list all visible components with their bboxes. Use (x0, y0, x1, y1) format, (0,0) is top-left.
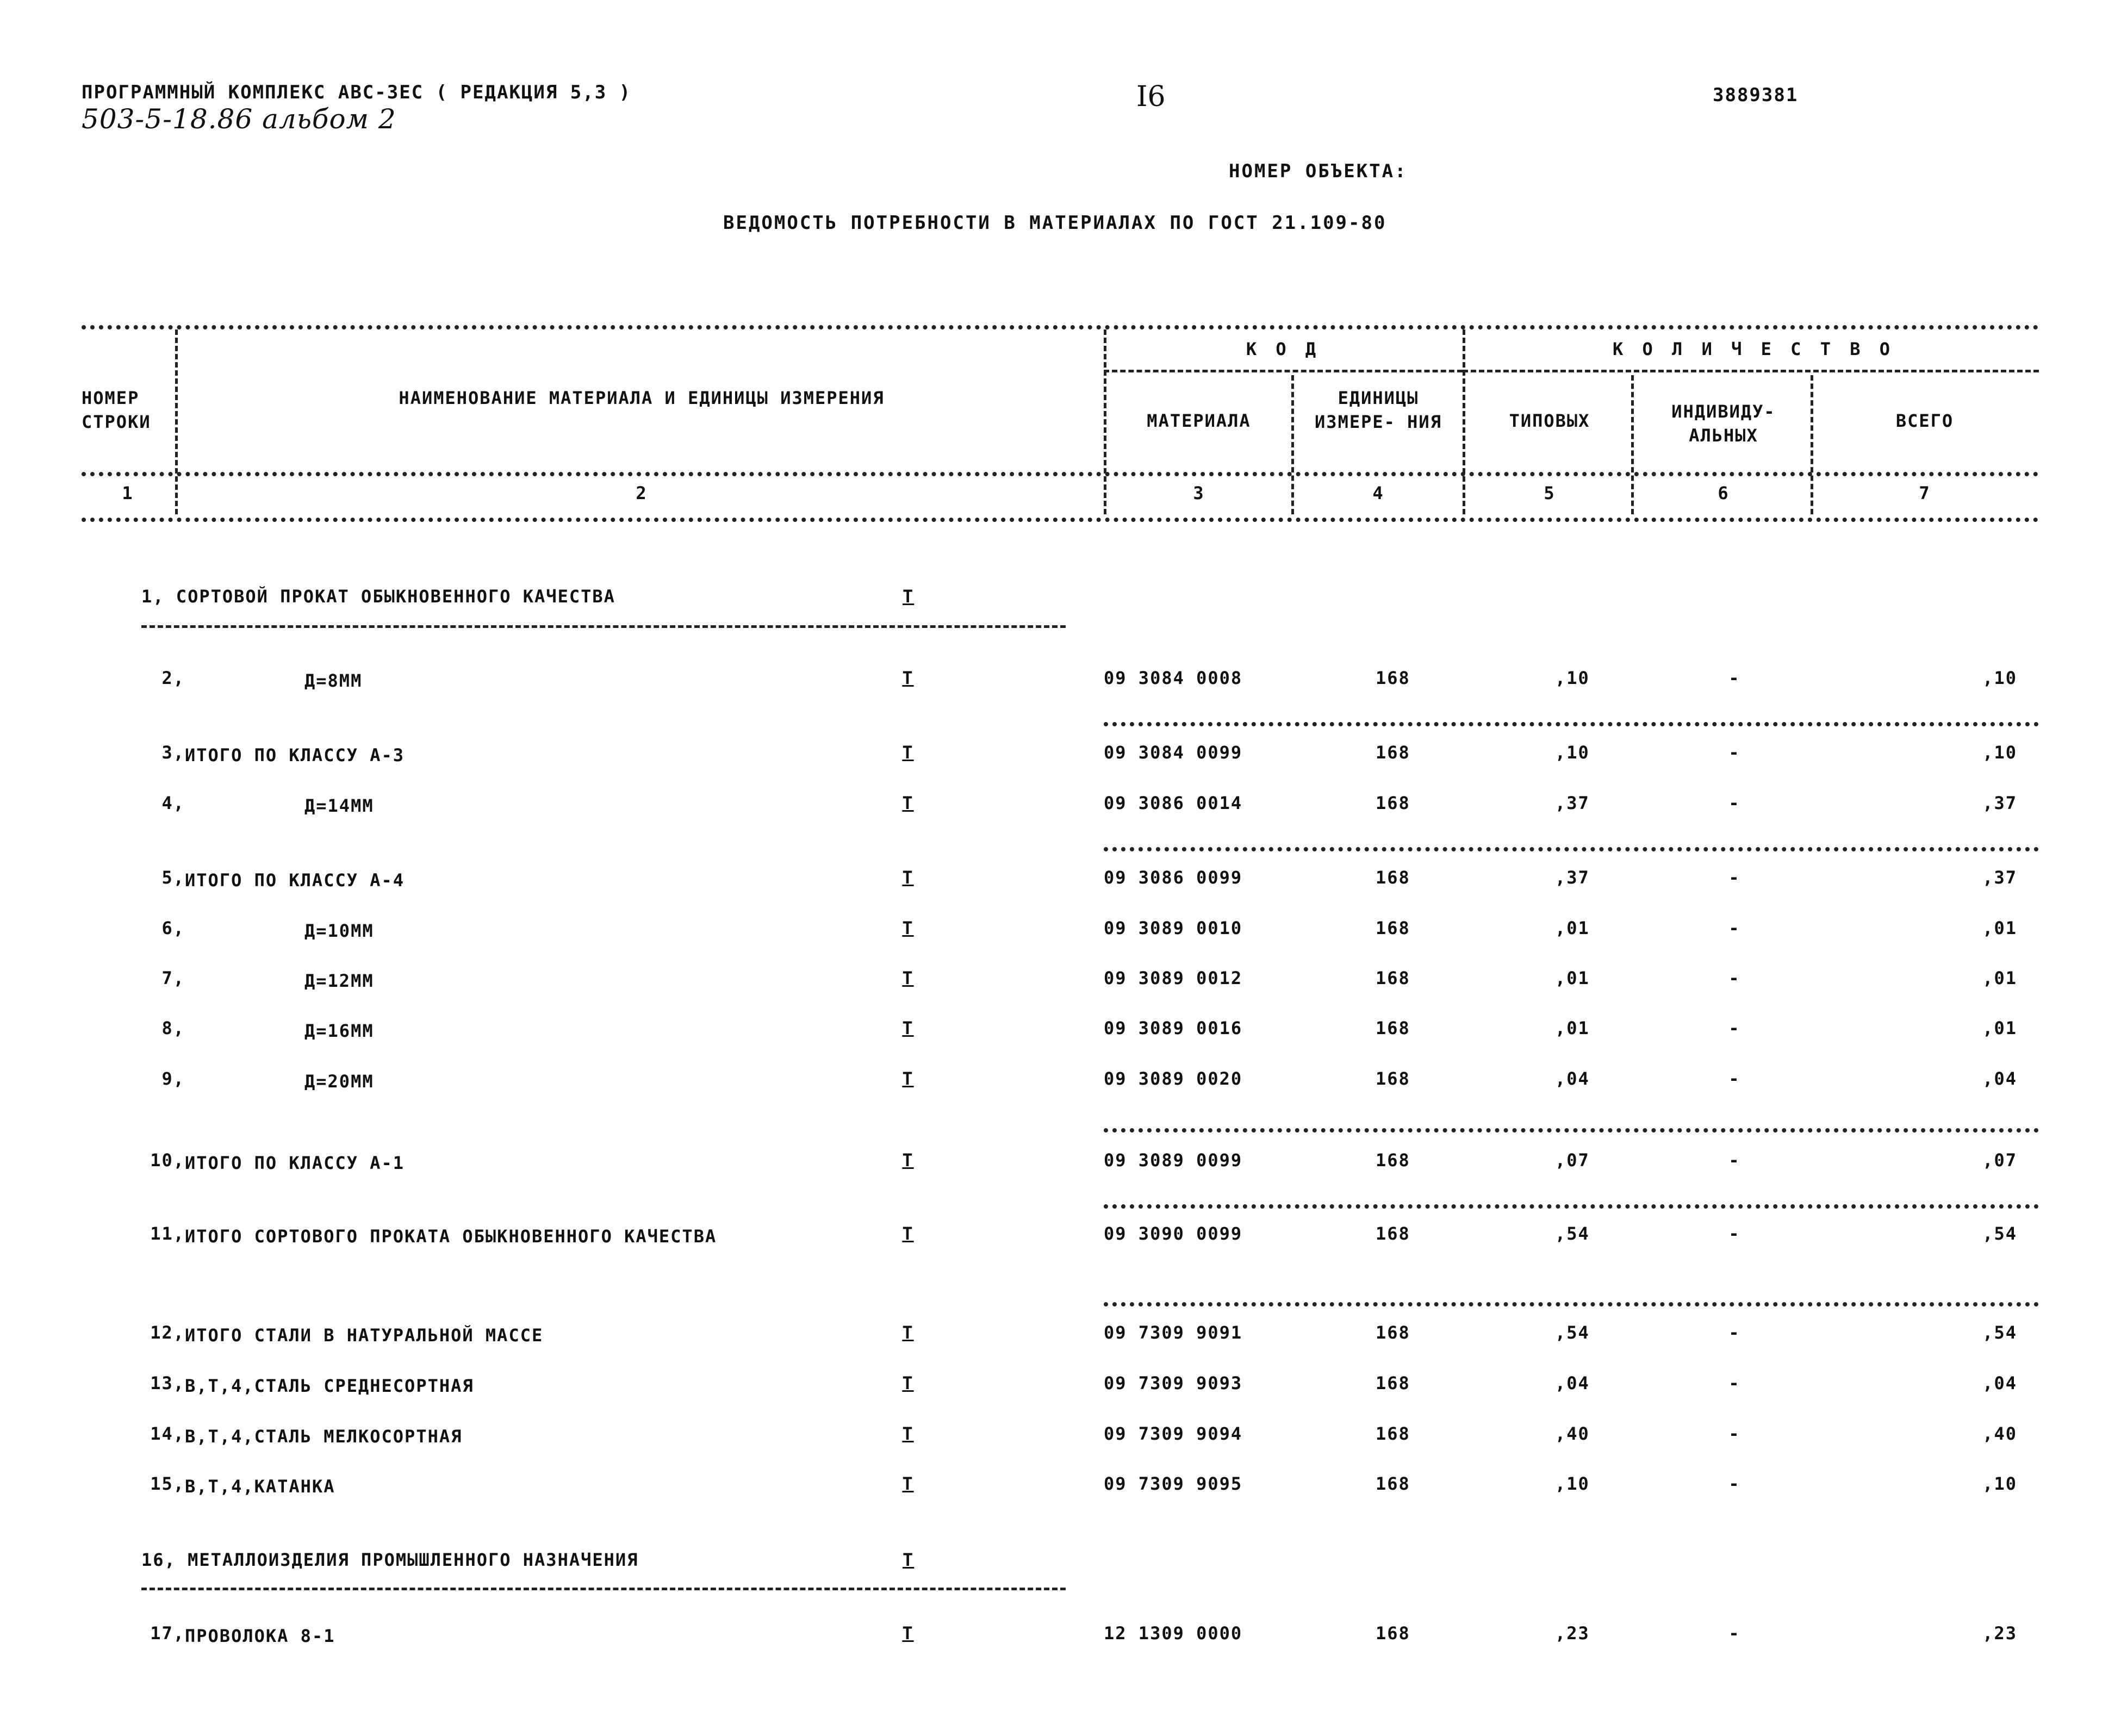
row-number: 8, (161, 1018, 185, 1038)
row-number: 9, (161, 1068, 185, 1089)
individual-qty: - (1728, 968, 1740, 988)
row-number: 5, (161, 867, 185, 888)
individual-qty: - (1728, 668, 1740, 688)
section-unit: Т (903, 586, 915, 607)
typical-qty: ,01 (1555, 968, 1590, 988)
typical-qty: ,54 (1555, 1223, 1590, 1244)
individual-qty: - (1728, 1068, 1740, 1089)
material-name: Д=8ММ (304, 670, 363, 691)
unit: Т (902, 793, 914, 813)
total-qty: ,01 (1982, 968, 2017, 988)
table-row (0, 1223, 2121, 1283)
section-underline (141, 625, 1066, 628)
unit-code: 168 (1376, 1068, 1410, 1089)
material-code: 09 3089 0016 (1104, 1018, 1243, 1038)
typical-qty: ,40 (1555, 1423, 1590, 1444)
col-number-7: 7 (1919, 483, 1931, 503)
table-row (0, 1423, 2121, 1456)
header-total: ВСЕГО (1895, 410, 1954, 431)
col-divider (1631, 375, 1634, 514)
header-material-code: МАТЕРИАЛА (1147, 410, 1251, 431)
row-number: 4, (161, 793, 185, 813)
material-code: 09 3090 0099 (1104, 1223, 1243, 1244)
unit: Т (902, 1223, 914, 1244)
unit-code: 168 (1376, 1018, 1410, 1038)
unit-code: 168 (1376, 1373, 1410, 1393)
total-qty: ,07 (1982, 1150, 2017, 1171)
total-separator (1104, 1204, 2039, 1209)
total-qty: ,23 (1982, 1623, 2017, 1644)
header-row-number: НОМЕР СТРОКИ (82, 388, 151, 432)
unit-code: 168 (1376, 1623, 1410, 1644)
unit: Т (902, 1373, 914, 1393)
individual-qty: - (1728, 1223, 1740, 1244)
individual-qty: - (1728, 793, 1740, 813)
table-row (0, 793, 2121, 825)
material-name: Д=12ММ (304, 970, 374, 991)
unit: Т (902, 1322, 914, 1343)
total-qty: ,37 (1982, 867, 2017, 888)
unit-code: 168 (1376, 918, 1410, 938)
individual-qty: - (1728, 1623, 1740, 1644)
header-quantity: К О Л И Ч Е С Т В О (1612, 339, 1895, 359)
header-unit-code: ЕДИНИЦЫ ИЗМЕРЕ- НИЯ (1315, 388, 1442, 432)
material-name: ИТОГО ПО КЛАССУ А-4 (185, 870, 405, 891)
unit: Т (902, 1150, 914, 1171)
material-code: 09 7309 9091 (1104, 1322, 1243, 1343)
typical-qty: ,54 (1555, 1322, 1590, 1343)
table-row (0, 1068, 2121, 1101)
total-qty: ,37 (1982, 793, 2017, 813)
material-name: ИТОГО ПО КЛАССУ А-3 (185, 745, 405, 766)
unit: Т (902, 1018, 914, 1038)
typical-qty: ,10 (1555, 1473, 1590, 1494)
table-row (0, 1373, 2121, 1405)
total-separator (1104, 847, 2039, 851)
individual-qty: - (1728, 1373, 1740, 1393)
row-number: 3, (161, 742, 185, 763)
total-qty: ,04 (1982, 1373, 2017, 1393)
quantity-subrule (1463, 370, 2039, 372)
material-code: 09 3089 0010 (1104, 918, 1243, 938)
total-qty: ,01 (1982, 1018, 2017, 1038)
unit-code: 168 (1376, 1423, 1410, 1444)
col-divider (1811, 375, 1813, 514)
table-row (0, 1623, 2121, 1656)
total-separator (1104, 1128, 2039, 1133)
page-number: I6 (1136, 80, 1166, 113)
section-underline (141, 1588, 1066, 1590)
table-row (0, 1150, 2121, 1183)
material-code: 09 7309 9094 (1104, 1423, 1243, 1444)
col-number-4: 4 (1372, 483, 1384, 503)
individual-qty: - (1728, 742, 1740, 763)
handwritten-annotation: 503-5-18.86 альбом 2 (82, 103, 396, 135)
unit: Т (902, 1068, 914, 1089)
table-row (0, 742, 2121, 775)
typical-qty: ,04 (1555, 1373, 1590, 1393)
code-subrule (1104, 370, 1463, 372)
unit-code: 168 (1376, 1223, 1410, 1244)
header-material-name: НАИМЕНОВАНИЕ МАТЕРИАЛА И ЕДИНИЦЫ ИЗМЕРЕНИЯ (399, 388, 885, 408)
row-number: 7, (161, 968, 185, 988)
total-separator (1104, 722, 2039, 726)
total-qty: ,10 (1982, 668, 2017, 688)
total-qty: ,10 (1982, 742, 2017, 763)
typical-qty: ,37 (1555, 867, 1590, 888)
typical-qty: ,01 (1555, 918, 1590, 938)
table-row (0, 1322, 2121, 1355)
unit-code: 168 (1376, 793, 1410, 813)
total-qty: ,54 (1982, 1223, 2017, 1244)
material-code: 09 7309 9095 (1104, 1473, 1243, 1494)
col-number-6: 6 (1718, 483, 1730, 503)
individual-qty: - (1728, 918, 1740, 938)
individual-qty: - (1728, 1473, 1740, 1494)
unit-code: 168 (1376, 968, 1410, 988)
header-mid-rule (82, 472, 2039, 476)
material-name: ПРОВОЛОКА 8-1 (185, 1626, 335, 1646)
total-qty: ,01 (1982, 918, 2017, 938)
individual-qty: - (1728, 867, 1740, 888)
unit: Т (902, 918, 914, 938)
row-number: 15, (150, 1473, 185, 1494)
table-row (0, 1018, 2121, 1050)
row-number: 11, (150, 1223, 185, 1244)
header-individual: ИНДИВИДУ- АЛЬНЫХ (1671, 401, 1776, 446)
unit: Т (902, 1473, 914, 1494)
unit: Т (902, 668, 914, 688)
table-row (0, 918, 2121, 950)
table-row (0, 1473, 2121, 1506)
col-divider (175, 329, 178, 514)
row-number: 6, (161, 918, 185, 938)
typical-qty: ,01 (1555, 1018, 1590, 1038)
header-bottom-rule (82, 518, 2039, 522)
material-name: Д=14ММ (304, 795, 374, 816)
row-number: 12, (150, 1322, 185, 1343)
material-name: В,Т,4,КАТАНКА (185, 1476, 335, 1497)
material-name: Д=10ММ (304, 920, 374, 941)
row-number: 14, (150, 1423, 185, 1444)
program-header: ПРОГРАММНЫЙ КОМПЛЕКС АВС-ЗЕС ( РЕДАКЦИЯ 5,3 ) (82, 82, 632, 103)
material-code: 09 3084 0008 (1104, 668, 1243, 688)
total-qty: ,10 (1982, 1473, 2017, 1494)
col-number-2: 2 (636, 483, 648, 503)
unit: Т (902, 867, 914, 888)
table-row (0, 867, 2121, 900)
material-code: 09 3089 0012 (1104, 968, 1243, 988)
material-name: ИТОГО СТАЛИ В НАТУРАЛЬНОЙ МАССЕ (185, 1325, 544, 1346)
col-divider (1291, 375, 1294, 514)
typical-qty: ,04 (1555, 1068, 1590, 1089)
row-number: 10, (150, 1150, 185, 1171)
individual-qty: - (1728, 1423, 1740, 1444)
unit: Т (902, 968, 914, 988)
table-row (0, 668, 2121, 700)
row-number: 17, (150, 1623, 185, 1644)
header-code: К О Д (1246, 339, 1321, 359)
unit: Т (902, 1423, 914, 1444)
material-code: 09 3084 0099 (1104, 742, 1243, 763)
typical-qty: ,10 (1555, 668, 1590, 688)
unit: Т (902, 742, 914, 763)
header-typical: ТИПОВЫХ (1509, 410, 1590, 431)
total-separator (1104, 1302, 2039, 1306)
material-name: ИТОГО СОРТОВОГО ПРОКАТА ОБЫКНОВЕННОГО КАЧЕСТВА (185, 1226, 717, 1247)
unit-code: 168 (1376, 1322, 1410, 1343)
individual-qty: - (1728, 1018, 1740, 1038)
individual-qty: - (1728, 1322, 1740, 1343)
unit-code: 168 (1376, 867, 1410, 888)
unit-code: 168 (1376, 1473, 1410, 1494)
row-number: 13, (150, 1373, 185, 1393)
table-row (0, 968, 2121, 1000)
unit-code: 168 (1376, 1150, 1410, 1171)
typical-qty: ,23 (1555, 1623, 1590, 1644)
material-code: 12 1309 0000 (1104, 1623, 1243, 1644)
col-divider (1104, 329, 1106, 514)
col-number-3: 3 (1193, 483, 1205, 503)
header-top-rule (82, 325, 2039, 329)
total-qty: ,40 (1982, 1423, 2017, 1444)
section-heading: 16, МЕТАЛЛОИЗДЕЛИЯ ПРОМЫШЛЕННОГО НАЗНАЧЕНИЯ (141, 1550, 639, 1570)
typical-qty: ,37 (1555, 793, 1590, 813)
material-code: 09 3089 0099 (1104, 1150, 1243, 1171)
material-name: Д=20ММ (304, 1071, 374, 1092)
row-number: 2, (161, 668, 185, 688)
material-name: ИТОГО ПО КЛАССУ А-1 (185, 1153, 405, 1173)
typical-qty: ,10 (1555, 742, 1590, 763)
unit-code: 168 (1376, 668, 1410, 688)
individual-qty: - (1728, 1150, 1740, 1171)
col-number-1: 1 (122, 483, 134, 503)
material-code: 09 3089 0020 (1104, 1068, 1243, 1089)
page-title: ВЕДОМОСТЬ ПОТРЕБНОСТИ В МАТЕРИАЛАХ ПО ГОСТ 21.109-80 (723, 212, 1387, 234)
col-number-5: 5 (1544, 483, 1556, 503)
material-name: Д=16ММ (304, 1021, 374, 1041)
material-name: В,Т,4,СТАЛЬ СРЕДНЕСОРТНАЯ (185, 1376, 474, 1396)
section-unit: Т (903, 1550, 915, 1570)
total-qty: ,54 (1982, 1322, 2017, 1343)
material-code: 09 3086 0014 (1104, 793, 1243, 813)
unit: Т (902, 1623, 914, 1644)
material-code: 09 7309 9093 (1104, 1373, 1243, 1393)
col-divider (1463, 329, 1465, 514)
unit-code: 168 (1376, 742, 1410, 763)
section-heading: 1, СОРТОВОЙ ПРОКАТ ОБЫКНОВЕННОГО КАЧЕСТВА (141, 586, 615, 607)
total-qty: ,04 (1982, 1068, 2017, 1089)
object-number-label: НОМЕР ОБЪЕКТА: (1229, 160, 1408, 182)
material-name: В,Т,4,СТАЛЬ МЕЛКОСОРТНАЯ (185, 1426, 463, 1447)
document-number: 3889381 (1713, 84, 1799, 106)
material-code: 09 3086 0099 (1104, 867, 1243, 888)
typical-qty: ,07 (1555, 1150, 1590, 1171)
